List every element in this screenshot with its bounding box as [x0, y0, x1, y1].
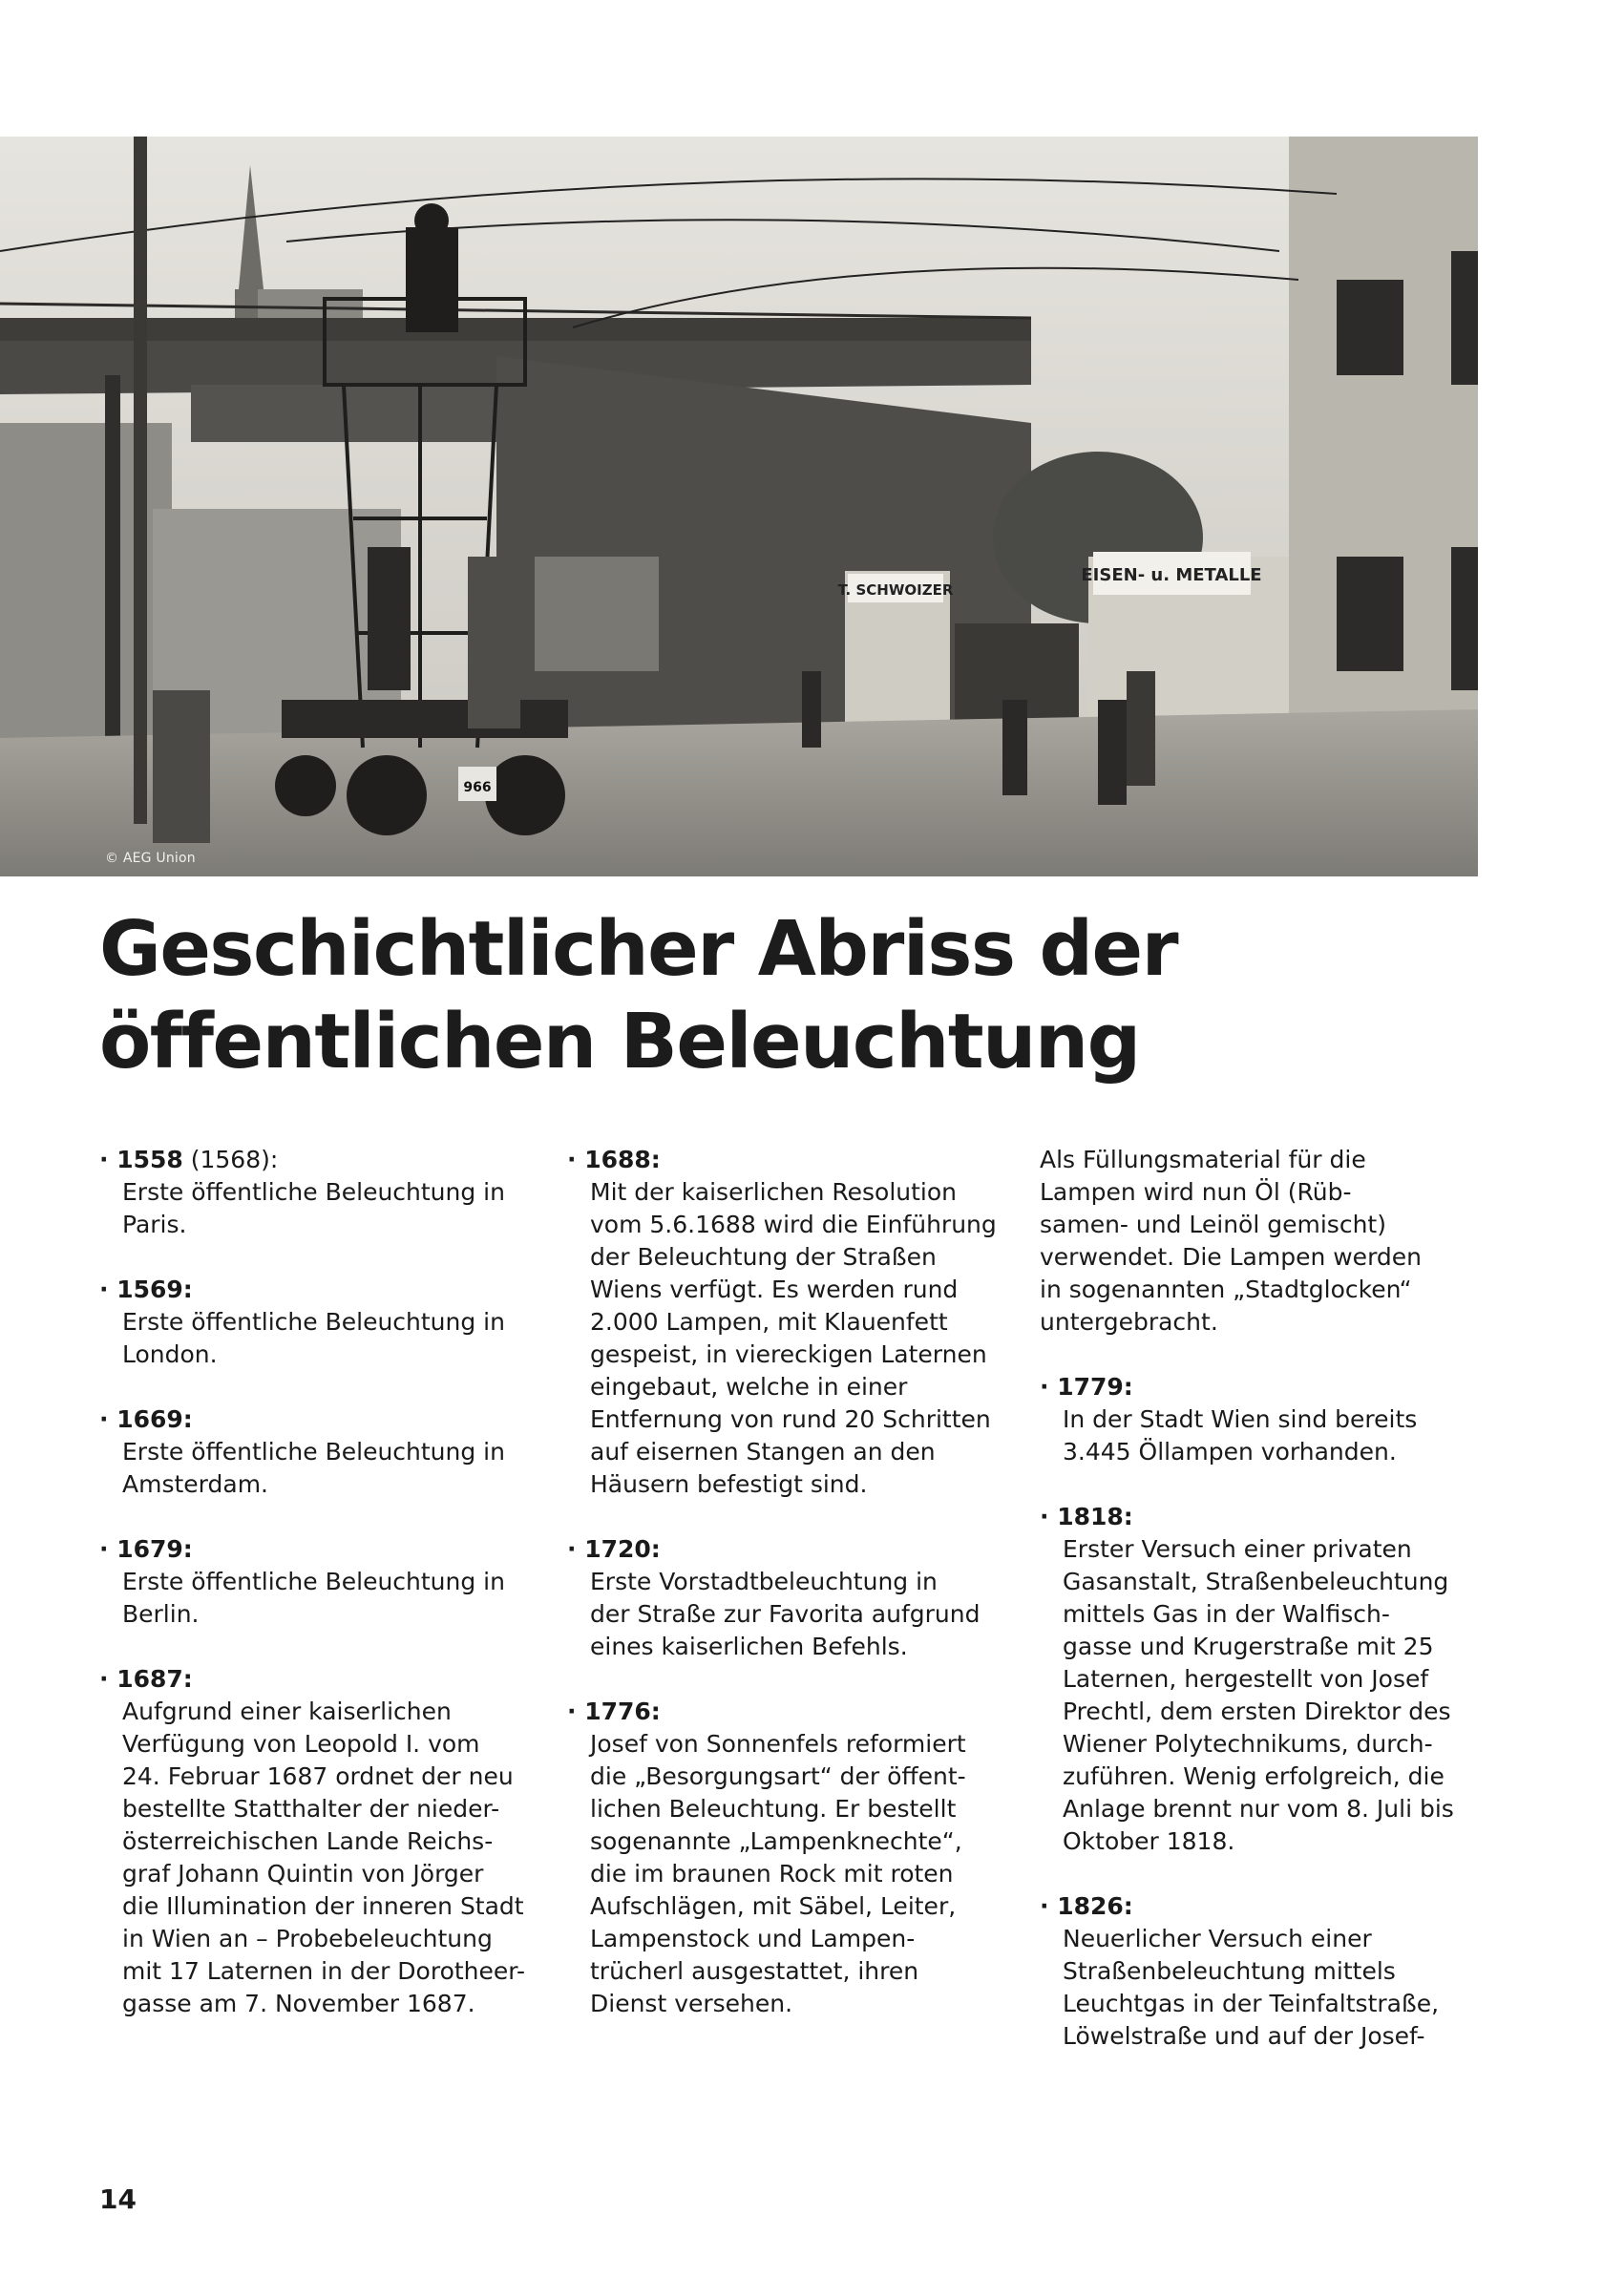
photo-illustration	[0, 137, 1478, 876]
shop-sign-metalle: EISEN- u. METALLE	[1081, 565, 1262, 585]
entry-line: graf Johann Quintin von Jörger	[122, 1860, 484, 1888]
entry-line: Wiens verfügt. Es werden rund	[590, 1276, 959, 1303]
entry-line: Oktober 1818.	[1063, 1827, 1235, 1855]
entry-line: Josef von Sonnenfels reformiert	[590, 1730, 966, 1758]
photo-credit: © AEG Union	[105, 851, 196, 866]
entry-line: trücherl ausgestattet, ihren	[590, 1957, 919, 1985]
entry-line: Erste öffentliche Beleuchtung in	[122, 1438, 505, 1466]
entry-line: Erste öffentliche Beleuchtung in	[122, 1178, 505, 1206]
entry-line: sogenannte „Lampenknechte“,	[590, 1827, 962, 1855]
entry-line: Häusern befestigt sind.	[590, 1470, 868, 1498]
paragraph-line: Lampen wird nun Öl (Rüb-	[1040, 1178, 1352, 1206]
entry-line: 24. Februar 1687 ordnet der neu	[122, 1762, 514, 1790]
entry-line: gasse und Krugerstraße mit 25	[1063, 1633, 1434, 1660]
entry-line: die Illumination der inneren Stadt	[122, 1892, 524, 1920]
paragraph-line: in sogenannten „Stadtglocken“	[1040, 1276, 1412, 1303]
timeline-entry-1569: · 1569: Erste öffentliche Beleuchtung in London.	[99, 1274, 519, 1371]
paragraph-line: Als Füllungsmaterial für die	[1040, 1146, 1366, 1173]
timeline-entry-1818: · 1818: Erster Versuch einer privaten Gasanstalt, Straßenbeleuchtung mittels Gas in der Walfisch- gasse und Krugerstraße mit 25 Laternen, hergestellt von Josef Prechtl, dem ersten Direktor des Wiener Polytechnikums, durch- zuführen. Wenig erfolgreich, die Anlage brennt nur vom 8. Juli bis Oktober 1818.	[1040, 1501, 1460, 1858]
shop-sign-schwoizer: T. SCHWOIZER	[837, 581, 954, 599]
entry-year: 1776:	[584, 1698, 661, 1725]
title-line-1: Geschichtlicher Abriss der	[99, 905, 1178, 993]
entry-line: Straßenbeleuchtung mittels	[1063, 1957, 1396, 1985]
paragraph-line: verwendet. Die Lampen werden	[1040, 1243, 1422, 1271]
entry-line: 2.000 Lampen, mit Klauenfett	[590, 1308, 948, 1336]
entry-year: 1558	[116, 1146, 183, 1173]
entry-year: 1818:	[1057, 1503, 1133, 1530]
entry-line: vom 5.6.1688 wird die Einführung	[590, 1211, 997, 1238]
entry-line: Laternen, hergestellt von Josef	[1063, 1665, 1429, 1693]
entry-line: bestellte Statthalter der nieder-	[122, 1795, 500, 1823]
entry-line: Paris.	[122, 1211, 187, 1238]
entry-year: 1679:	[116, 1535, 193, 1563]
entry-line: In der Stadt Wien sind bereits	[1063, 1405, 1418, 1433]
entry-line: Leuchtgas in der Teinfaltstraße,	[1063, 1990, 1440, 2017]
entry-year: 1687:	[116, 1665, 193, 1693]
entry-year-suffix: (1568):	[182, 1146, 279, 1173]
historic-street-photo	[0, 137, 1478, 876]
entry-line: der Straße zur Favorita aufgrund	[590, 1600, 981, 1628]
entry-line: der Beleuchtung der Straßen	[590, 1243, 937, 1271]
title-line-2: öffentlichen Beleuchtung	[99, 998, 1140, 1086]
entry-line: österreichischen Lande Reichs-	[122, 1827, 494, 1855]
entry-line: die im braunen Rock mit roten	[590, 1860, 954, 1888]
entry-line: lichen Beleuchtung. Er bestellt	[590, 1795, 957, 1823]
entry-line: Aufgrund einer kaiserlichen	[122, 1698, 452, 1725]
entry-line: zuführen. Wenig erfolgreich, die	[1063, 1762, 1445, 1790]
paragraph-line: untergebracht.	[1040, 1308, 1218, 1336]
entry-line: eines kaiserlichen Befehls.	[590, 1633, 908, 1660]
timeline-entry-1720: · 1720: Erste Vorstadtbeleuchtung in der Straße zur Favorita aufgrund eines kaiserlichen Befehls.	[567, 1533, 987, 1663]
timeline-entry-1558: · 1558 (1568): Erste öffentliche Beleuchtung in Paris.	[99, 1144, 519, 1241]
entry-line: Erste öffentliche Beleuchtung in	[122, 1568, 505, 1595]
entry-line: gasse am 7. November 1687.	[122, 1990, 475, 2017]
entry-line: Lampenstock und Lampen-	[590, 1925, 916, 1952]
timeline-entry-1669: · 1669: Erste öffentliche Beleuchtung in Amsterdam.	[99, 1403, 519, 1501]
timeline-entry-1779: · 1779: In der Stadt Wien sind bereits 3.445 Öllampen vorhanden.	[1040, 1371, 1460, 1468]
entry-line: Gasanstalt, Straßenbeleuchtung	[1063, 1568, 1449, 1595]
page-number: 14	[99, 2183, 137, 2215]
text-column-1	[99, 1144, 525, 2053]
page-title	[99, 903, 1177, 1088]
timeline-entry-1688: · 1688: Mit der kaiserlichen Resolution vom 5.6.1688 wird die Einführung der Beleuchtung der Straßen Wiens verfügt. Es werden rund 2.000 Lampen, mit Klauenfett gespeist, in viereckigen Laternen eingebaut, welche in einer Entfernung von rund 20 Schritten auf eisernen Stangen an den Häusern befestigt sind.	[567, 1144, 987, 1501]
entry-line: Anlage brennt nur vom 8. Juli bis	[1063, 1795, 1454, 1823]
entry-line: Berlin.	[122, 1600, 200, 1628]
entry-line: Erste öffentliche Beleuchtung in	[122, 1308, 505, 1336]
entry-line: Erster Versuch einer privaten	[1063, 1535, 1412, 1563]
entry-line: Amsterdam.	[122, 1470, 268, 1498]
entry-line: Aufschlägen, mit Säbel, Leiter,	[590, 1892, 957, 1920]
entry-line: Neuerlicher Versuch einer	[1063, 1925, 1372, 1952]
continued-paragraph	[1040, 1144, 1460, 1339]
entry-line: Dienst versehen.	[590, 1990, 793, 2017]
entry-line: Prechtl, dem ersten Direktor des	[1063, 1698, 1451, 1725]
entry-line: Erste Vorstadtbeleuchtung in	[590, 1568, 938, 1595]
truck-plate: 966	[463, 780, 492, 795]
entry-line: auf eisernen Stangen an den	[590, 1438, 936, 1466]
entry-line: mittels Gas in der Walfisch-	[1063, 1600, 1390, 1628]
entry-line: gespeist, in viereckigen Laternen	[590, 1340, 987, 1368]
entry-line: Mit der kaiserlichen Resolution	[590, 1178, 958, 1206]
entry-line: in Wien an – Probebeleuchtung	[122, 1925, 493, 1952]
entry-year: 1688:	[584, 1146, 661, 1173]
text-column-2	[567, 1144, 997, 2053]
entry-year: 1779:	[1057, 1373, 1133, 1401]
entry-year: 1826:	[1057, 1892, 1133, 1920]
entry-year: 1669:	[116, 1405, 193, 1433]
entry-year: 1569:	[116, 1276, 193, 1303]
entry-line: die „Besorgungsart“ der öffent-	[590, 1762, 966, 1790]
timeline-entry-1687: · 1687: Aufgrund einer kaiserlichen Verfügung von Leopold I. vom 24. Februar 1687 ordnet der neu bestellte Statthalter der nieder- österreichischen Lande Reichs- graf Johann Quintin von Jörger die Illumination der inneren Stadt in Wien an – Probebeleuchtung mit 17 Laternen in der Dorotheer- gasse am 7. November 1687.	[99, 1663, 519, 2020]
entry-year: 1720:	[584, 1535, 661, 1563]
timeline-entry-1679: · 1679: Erste öffentliche Beleuchtung in Berlin.	[99, 1533, 519, 1631]
entry-line: eingebaut, welche in einer	[590, 1373, 908, 1401]
entry-line: London.	[122, 1340, 218, 1368]
paragraph-line: samen- und Leinöl gemischt)	[1040, 1211, 1386, 1238]
timeline-entry-1776: · 1776: Josef von Sonnenfels reformiert die „Besorgungsart“ der öffent- lichen Beleuchtung. Er bestellt sogenannte „Lampenknechte“, die im braunen Rock mit roten Aufschlägen, mit Säbel, Leiter, Lampenstock und Lampen- trücherl ausgestattet, ihren Dienst versehen.	[567, 1696, 987, 2020]
entry-line: Entfernung von rund 20 Schritten	[590, 1405, 991, 1433]
text-column-3	[1040, 1144, 1460, 2085]
entry-line: mit 17 Laternen in der Dorotheer-	[122, 1957, 525, 1985]
entry-line: 3.445 Öllampen vorhanden.	[1063, 1438, 1397, 1466]
entry-line: Verfügung von Leopold I. vom	[122, 1730, 480, 1758]
timeline-entry-1826: · 1826: Neuerlicher Versuch einer Straßenbeleuchtung mittels Leuchtgas in der Teinfaltstraße, Löwelstraße und auf der Josef-	[1040, 1890, 1460, 2053]
entry-line: Löwelstraße und auf der Josef-	[1063, 2022, 1425, 2050]
entry-line: Wiener Polytechnikums, durch-	[1063, 1730, 1433, 1758]
